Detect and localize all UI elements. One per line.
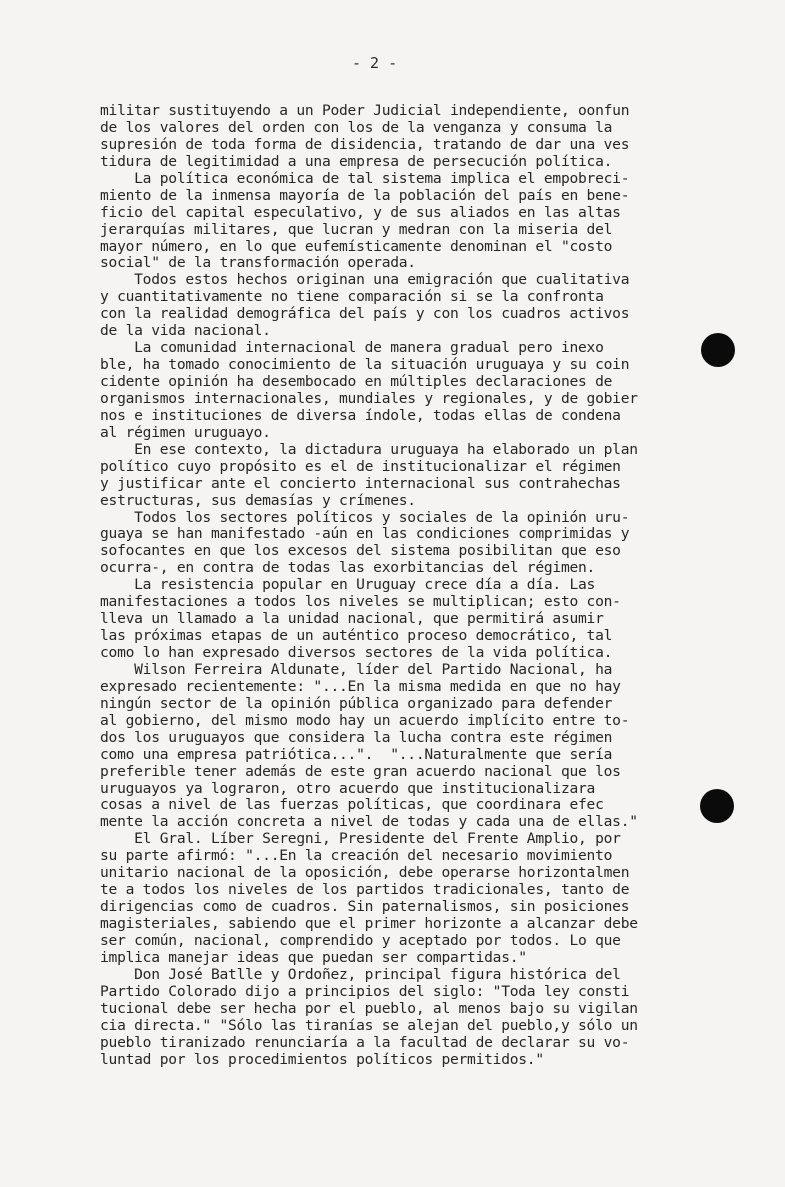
- text-line: tidura de legitimidad a una empresa de persecución política.: [100, 152, 613, 170]
- text-line: de los valores del orden con los de la venganza y consuma la: [100, 118, 613, 136]
- text-line: Partido Colorado dijo a principios del siglo: "Toda ley consti: [100, 982, 630, 1000]
- text-line: cosas a nivel de las fuerzas políticas, que coordinara efec: [100, 796, 604, 814]
- text-line: implica manejar ideas que puedan ser compartidas.": [100, 948, 527, 966]
- text-line: guaya se han manifestado -aún en las condiciones comprimidas y: [100, 525, 630, 543]
- text-line: En ese contexto, la dictadura uruguaya ha elaborado un plan: [100, 440, 638, 458]
- text-line: La comunidad internacional de manera gradual pero inexo: [100, 339, 604, 357]
- text-line: con la realidad demográfica del país y con los cuadros activos: [100, 305, 630, 323]
- text-line: luntad por los procedimientos políticos permitidos.": [100, 1050, 544, 1068]
- text-line: te a todos los niveles de los partidos tradicionales, tanto de: [100, 881, 630, 899]
- text-line: uruguayos ya lograron, otro acuerdo que institucionalizara: [100, 779, 596, 797]
- text-line: como lo han expresado diversos sectores de la vida política.: [100, 644, 613, 661]
- text-line: La política económica de tal sistema implica el empobreci-: [100, 169, 630, 187]
- text-line: magisteriales, sabiendo que el primer horizonte a alcanzar debe: [100, 915, 638, 932]
- text-line: cia directa." "Sólo las tiranías se alejan del pueblo,y sólo un: [100, 1016, 638, 1034]
- text-line: estructuras, sus demasías y crímenes.: [100, 491, 416, 509]
- text-line: expresado recientemente: "...En la misma medida en que no hay: [100, 677, 621, 695]
- text-line: lleva un llamado a la unidad nacional, que permitirá asumir: [100, 610, 604, 628]
- text-line: de la vida nacional.: [100, 322, 271, 340]
- text-line: manifestaciones a todos los niveles se multiplican; esto con-: [100, 593, 621, 611]
- text-line: Todos los sectores políticos y sociales de la opinión uru-: [100, 508, 630, 526]
- punch-hole-mark: [700, 789, 734, 823]
- text-line: social" de la transformación operada.: [100, 254, 416, 272]
- text-line: sofocantes en que los excesos del sistema posibilitan que eso: [100, 542, 621, 560]
- text-line: Don José Batlle y Ordoñez, principal figura histórica del: [100, 965, 621, 983]
- text-line: dos los uruguayos que considera la lucha contra este régimen: [100, 728, 613, 746]
- text-line: organismos internacionales, mundiales y regionales, y de gobier: [100, 389, 638, 407]
- text-line: Todos estos hechos originan una emigración que cualitativa: [100, 271, 630, 289]
- text-line: su parte afirmó: "...En la creación del necesario movimiento: [100, 847, 613, 865]
- text-line: mayor número, en lo que eufemísticamente denominan el "costo: [100, 237, 613, 255]
- text-line: dirigencias como de cuadros. Sin paternalismos, sin posiciones: [100, 898, 630, 916]
- text-line: unitario nacional de la oposición, debe operarse horizontalmen: [100, 864, 630, 882]
- text-line: miento de la inmensa mayoría de la población del país en bene-: [100, 186, 630, 204]
- text-line: tucional debe ser hecha por el pueblo, al menos bajo su vigilan: [100, 999, 638, 1017]
- punch-hole-mark: [701, 333, 735, 367]
- text-line: ser común, nacional, comprendido y aceptado por todos. Lo que: [100, 931, 621, 949]
- text-line: ningún sector de la opinión pública organizado para defender: [100, 694, 613, 712]
- text-line: Wilson Ferreira Aldunate, líder del Partido Nacional, ha: [100, 660, 613, 678]
- text-line: ocurra-, en contra de todas las exorbitancias del régimen.: [100, 559, 596, 577]
- text-line: las próximas etapas de un auténtico proceso democrático, tal: [100, 627, 613, 645]
- text-line: al régimen uruguayo.: [100, 423, 271, 441]
- text-line: y justificar ante el concierto internacional sus contrahechas: [100, 474, 621, 492]
- text-line: nos e instituciones de diversa índole, todas ellas de condena: [100, 406, 621, 424]
- text-line: cidente opinión ha desembocado en múltiples declaraciones de: [100, 373, 613, 390]
- text-line: como una empresa patriótica...". "...Naturalmente que sería: [100, 745, 613, 763]
- text-line: El Gral. Líber Seregni, Presidente del Frente Amplio, por: [100, 830, 621, 848]
- text-line: supresión de toda forma de disidencia, tratando de dar una ves: [100, 135, 630, 153]
- text-line: militar sustituyendo a un Poder Judicial independiente, oonfun: [100, 102, 630, 119]
- text-line: mente la acción concreta a nivel de todas y cada una de ellas.": [100, 813, 638, 831]
- text-line: ble, ha tomado conocimiento de la situación uruguaya y su coin: [100, 356, 630, 374]
- page-number: - 2 -: [352, 54, 398, 72]
- text-line: jerarquías militares, que lucran y medran con la miseria del: [100, 220, 613, 238]
- document-body: [100, 103, 740, 1068]
- text-line: ficio del capital especulativo, y de sus aliados en las altas: [100, 203, 621, 221]
- text-line: político cuyo propósito es el de institucionalizar el régimen: [100, 457, 621, 475]
- text-line: preferible tener además de este gran acuerdo nacional que los: [100, 762, 621, 780]
- text-line: al gobierno, del mismo modo hay un acuerdo implícito entre to-: [100, 711, 630, 729]
- text-line: La resistencia popular en Uruguay crece día a día. Las: [100, 576, 596, 594]
- text-line: pueblo tiranizado renunciaría a la facultad de declarar su vo-: [100, 1033, 630, 1051]
- text-line: y cuantitativamente no tiene comparación si se la confronta: [100, 288, 604, 306]
